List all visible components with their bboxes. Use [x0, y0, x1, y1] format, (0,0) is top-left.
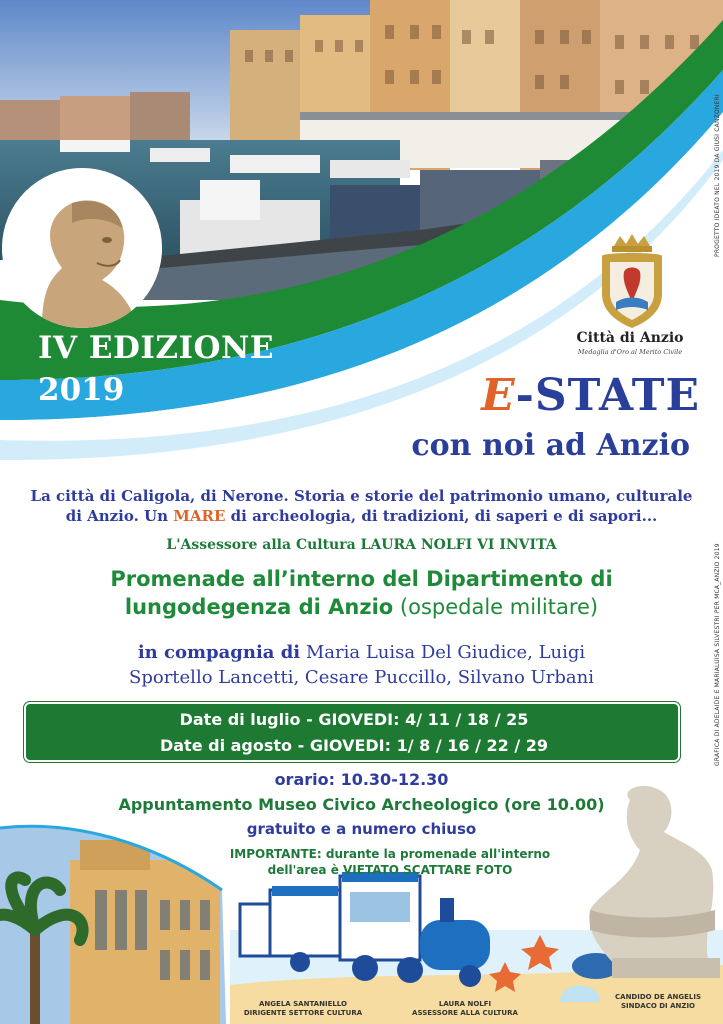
intro-line-1: La città di Caligola, di Nerone. Storia e storie del patrimonio umano, culturale — [30, 487, 693, 505]
intro-line-2-end: di archeologia, di tradizioni, di saperi e di sapori... — [225, 507, 658, 525]
signature-mayor — [596, 993, 720, 1011]
bottom-illustrations — [0, 780, 723, 1024]
guides-line-2: Sportello Lancetti, Cesare Puccillo, Silvano Urbani — [129, 667, 594, 688]
important-line-2: dell'area è VIETATO SCATTARE FOTO — [267, 863, 513, 877]
guides-lead: in compagnia di — [137, 642, 301, 663]
guides-names-1: Maria Luisa Del Giudice, Luigi — [300, 642, 586, 663]
city-medal: Medaglia d'Oro al Merito Civile — [577, 348, 683, 356]
important-notice — [190, 846, 590, 878]
city-crest-icon — [596, 232, 668, 330]
bust-image — [2, 168, 162, 328]
promenade-place: lungodegenza di Anzio — [124, 595, 394, 619]
schedule-hours: orario: 10.30-12.30 — [274, 770, 449, 789]
invitation-line: L'Assessore alla Cultura LAURA NOLFI VI INVITA — [166, 537, 557, 553]
project-credit: PROGETTO IDEATO NEL 2019 DA GIUSI CANZONERI — [714, 94, 721, 257]
intro-highlight: MARE — [173, 507, 226, 525]
intro-text — [10, 486, 713, 526]
city-name: Città di Anzio — [576, 330, 684, 346]
august-dates: Date di agosto - GIOVEDI: 1/ 8 / 16 / 22 / 29 — [159, 736, 549, 755]
edition-year: 2019 — [38, 372, 125, 408]
promenade-heading — [20, 565, 703, 621]
event-title — [400, 370, 700, 421]
promenade-note: (ospedale militare) — [393, 595, 599, 619]
graphics-credit: GRAFICA DI ADELAIDE E MARIALUISA SILVESTRI PER MCA_ANZIO 2019 — [714, 543, 721, 766]
promenade-line-2 — [20, 593, 703, 621]
promenade-line-1: Promenade all’interno del Dipartimento di — [110, 567, 613, 591]
bust-portrait — [2, 168, 162, 328]
meeting-point: Appuntamento Museo Civico Archeologico (ore 10.00) — [118, 795, 605, 814]
signature-councillor — [410, 1000, 520, 1018]
intro-line-2 — [10, 506, 713, 526]
signature-director-name: ANGELA SANTANIELLO — [259, 1000, 347, 1008]
signature-councillor-role: ASSESSORE ALLA CULTURA — [412, 1009, 518, 1017]
dates-banner — [24, 702, 680, 762]
edition-label: IV EDIZIONE — [38, 330, 274, 366]
signature-director — [238, 1000, 368, 1018]
signature-director-role: DIRIGENTE SETTORE CULTURA — [243, 1009, 363, 1017]
admission-note: gratuito e a numero chiuso — [246, 820, 477, 838]
important-line-1: IMPORTANTE: durante la promenade all'interno — [229, 847, 551, 861]
signature-mayor-name: CANDIDO DE ANGELIS — [615, 993, 701, 1001]
guides-list — [20, 640, 703, 690]
title-accent-letter: E — [481, 370, 516, 421]
guides-line-1 — [20, 640, 703, 665]
july-dates: Date di luglio - GIOVEDI: 4/ 11 / 18 / 25 — [179, 710, 529, 729]
signature-councillor-name: LAURA NOLFI — [438, 1000, 492, 1008]
event-subtitle: con noi ad Anzio — [411, 428, 690, 463]
title-rest: -STATE — [515, 370, 700, 421]
intro-line-2-start: di Anzio. Un — [65, 507, 174, 525]
signature-mayor-role: SINDACO DI ANZIO — [620, 1002, 696, 1010]
